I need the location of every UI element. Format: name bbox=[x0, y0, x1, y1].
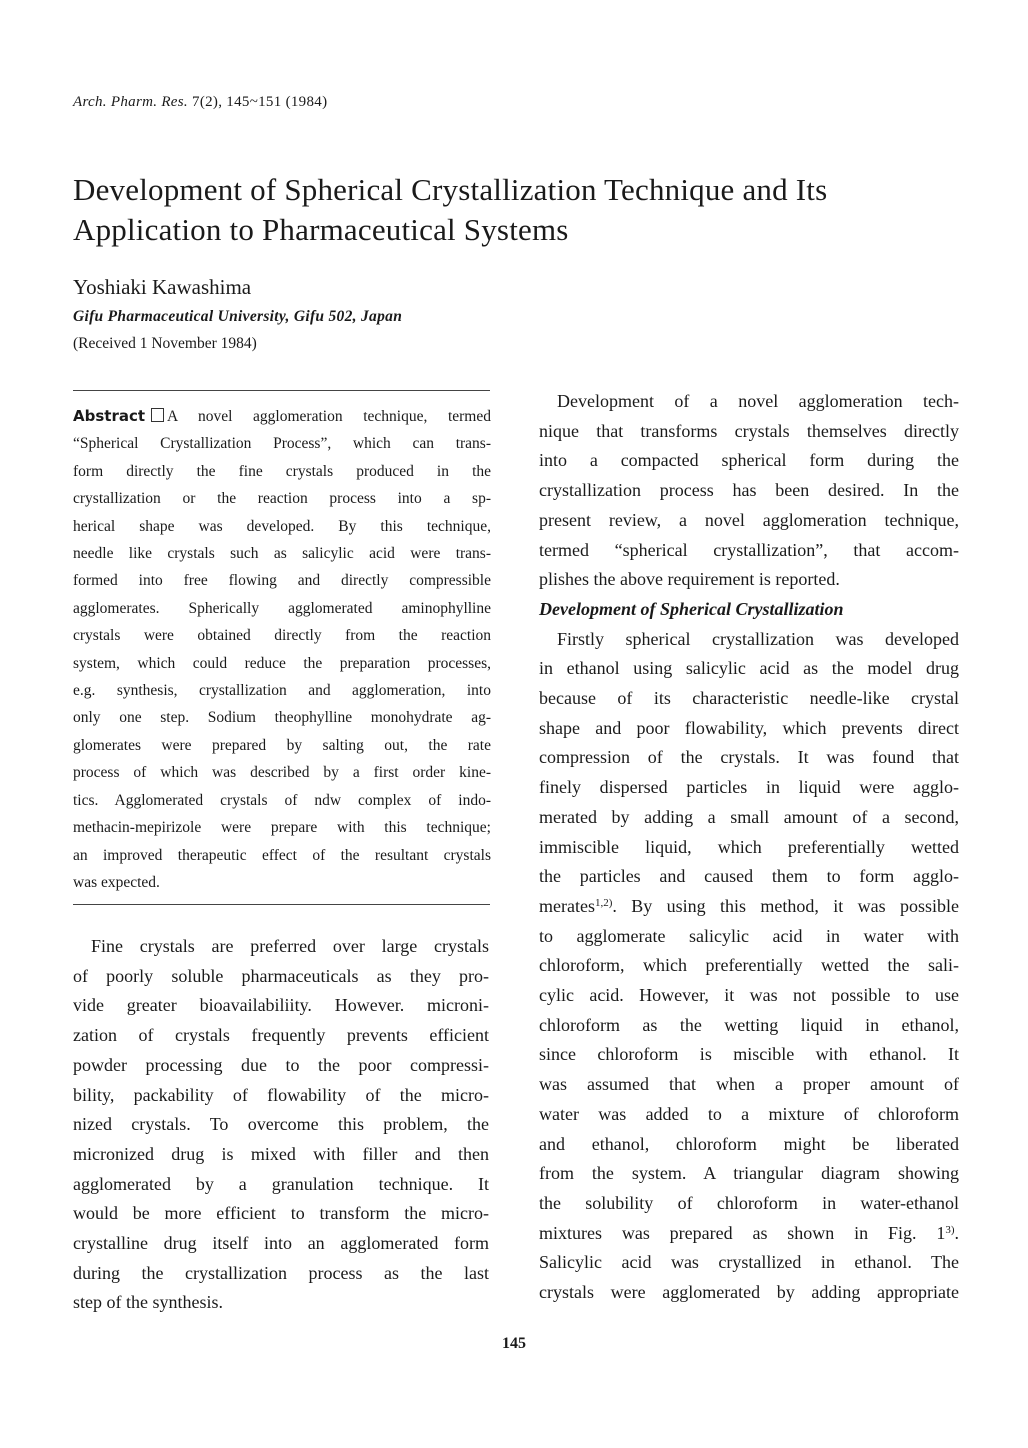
received-date: (Received 1 November 1984) bbox=[73, 335, 257, 352]
fig-post: . bbox=[954, 1222, 959, 1243]
text-line: Development of a novel agglomeration tech- bbox=[557, 391, 959, 411]
text-line: tics. Agglomerated crystals of ndw complex of indo- bbox=[73, 791, 491, 809]
fig-pre: mixtures was prepared as shown in Fig. 1 bbox=[539, 1222, 946, 1243]
text-line: e.g. synthesis, crystallization and agglomeration, into bbox=[73, 682, 491, 700]
text-line: shape and poor flowability, which prevents direct bbox=[539, 717, 959, 738]
text-line: bility, packability of flowability of the micro- bbox=[73, 1084, 489, 1105]
text-line: the solubility of chloroform in water-ethanol bbox=[539, 1192, 959, 1213]
text-line: Fine crystals are preferred over large crystals bbox=[91, 936, 489, 956]
right-column bbox=[539, 387, 959, 1308]
text-line: glomerates were prepared by salting out, the rate bbox=[73, 736, 491, 754]
text-line: in ethanol using salicylic acid as the model drug bbox=[539, 658, 959, 679]
volume-pages: 7(2), 145~151 (1984) bbox=[192, 94, 328, 110]
reference-line bbox=[539, 892, 959, 922]
abstract-block bbox=[73, 403, 491, 896]
text-line: Salicylic acid was crystallized in ethanol. The bbox=[539, 1252, 959, 1273]
text-line: zation of crystals frequently prevents efficient bbox=[73, 1025, 489, 1046]
text-line: would be more efficient to transform the micro- bbox=[73, 1203, 489, 1224]
author-name: Yoshiaki Kawashima bbox=[73, 275, 252, 299]
figure-reference-line bbox=[539, 1219, 959, 1249]
text-line: an improved therapeutic effect of the resultant crystals bbox=[73, 846, 491, 864]
text-line: from the system. A triangular diagram showing bbox=[539, 1163, 959, 1184]
intro-paragraph bbox=[539, 387, 959, 595]
abstract-first-line bbox=[73, 403, 491, 430]
text-line: crystals were obtained directly from the reaction bbox=[73, 627, 491, 645]
text-line: step of the synthesis. bbox=[73, 1292, 223, 1313]
left-column bbox=[73, 932, 489, 1318]
citation-superscript: 1,2) bbox=[594, 896, 613, 909]
ref-post: . By using this method, it was possible bbox=[612, 895, 959, 916]
left-column-lines bbox=[73, 932, 489, 1318]
abstract-lines bbox=[73, 430, 491, 896]
abstract-label: Abstract bbox=[73, 407, 146, 425]
text-line: crystalline drug itself into an agglomerated form bbox=[73, 1233, 489, 1254]
abstract-text: A novel agglomeration technique, termed bbox=[167, 408, 491, 425]
box-icon bbox=[151, 408, 164, 422]
text-line: vide greater bioavailabiliity. However. microni- bbox=[73, 995, 489, 1016]
text-line: present review, a novel agglomeration technique, bbox=[539, 509, 959, 530]
text-line: crystallization process has been desired. In the bbox=[539, 480, 959, 501]
text-line: the particles and caused them to form agglo- bbox=[539, 866, 959, 887]
text-line: Firstly spherical crystallization was developed bbox=[557, 628, 959, 649]
text-line: nique that transforms crystals themselves directly bbox=[539, 420, 959, 441]
text-line: crystallization or the reaction process into a sp- bbox=[73, 490, 491, 508]
text-line: “Spherical Crystallization Process”, which can trans- bbox=[73, 435, 491, 453]
text-line: merated by adding a small amount of a second, bbox=[539, 806, 959, 827]
text-line: since chloroform is miscible with ethanol. It bbox=[539, 1044, 959, 1065]
title-line: Development of Spherical Crystallization Technique and Its bbox=[73, 172, 828, 207]
text-line: formed into free flowing and directly compressible bbox=[73, 572, 491, 590]
text-line: needle like crystals such as salicylic acid were trans- bbox=[73, 545, 491, 563]
text-line: compression of the crystals. It was found that bbox=[539, 747, 959, 768]
text-line: to agglomerate salicylic acid in water with bbox=[539, 925, 959, 946]
article-title bbox=[73, 170, 973, 250]
section-heading: Development of Spherical Crystallization bbox=[539, 598, 844, 619]
text-line: agglomerates. Spherically agglomerated aminophylline bbox=[73, 599, 491, 617]
ref-pre: merates bbox=[539, 895, 595, 916]
text-line: was expected. bbox=[73, 873, 160, 891]
citation-superscript: 3) bbox=[945, 1223, 955, 1236]
text-line: chloroform, which preferentially wetted the sali- bbox=[539, 955, 959, 976]
text-line: was assumed that when a proper amount of bbox=[539, 1074, 959, 1095]
text-line: immiscible liquid, which preferentially wetted bbox=[539, 836, 959, 857]
text-line: nized crystals. To overcome this problem, the bbox=[73, 1114, 489, 1135]
text-line: plishes the above requirement is reported. bbox=[539, 569, 840, 590]
text-line: crystals were agglomerated by adding appropriate bbox=[539, 1282, 959, 1303]
title-line: Application to Pharmaceutical Systems bbox=[73, 212, 569, 247]
text-line: only one step. Sodium theophylline monohydrate ag- bbox=[73, 709, 491, 727]
text-line: termed “spherical crystallization”, that accom- bbox=[539, 539, 959, 560]
text-line: into a compacted spherical form during the bbox=[539, 450, 959, 471]
text-line: micronized drug is mixed with filler and then bbox=[73, 1143, 489, 1164]
journal-citation bbox=[73, 94, 327, 111]
text-line: water was added to a mixture of chloroform bbox=[539, 1103, 959, 1124]
author-affiliation: Gifu Pharmaceutical University, Gifu 502, Japan bbox=[73, 308, 403, 325]
abstract-bottom-rule bbox=[73, 904, 490, 905]
body-paragraph-continued bbox=[539, 922, 959, 1219]
text-line: methacin-mepirizole were prepare with this technique; bbox=[73, 819, 491, 837]
text-line: herical shape was developed. By this technique, bbox=[73, 517, 491, 535]
text-line: process of which was described by a first order kine- bbox=[73, 764, 491, 782]
text-line: system, which could reduce the preparation processes, bbox=[73, 654, 491, 672]
text-line: agglomerated by a granulation technique. It bbox=[73, 1173, 489, 1194]
text-line: chloroform as the wetting liquid in ethanol, bbox=[539, 1014, 959, 1035]
text-line: form directly the fine crystals produced in the bbox=[73, 462, 491, 480]
text-line: powder processing due to the poor compressi- bbox=[73, 1054, 489, 1075]
body-paragraph bbox=[539, 625, 959, 892]
abstract-top-rule bbox=[73, 390, 490, 391]
journal-name: Arch. Pharm. Res. bbox=[73, 94, 188, 110]
text-line: during the crystallization process as the last bbox=[73, 1262, 489, 1283]
text-line: and ethanol, chloroform might be liberated bbox=[539, 1133, 959, 1154]
text-line: cylic acid. However, it was not possible to use bbox=[539, 985, 959, 1006]
text-line: finely dispersed particles in liquid were agglo- bbox=[539, 777, 959, 798]
text-line: of poorly soluble pharmaceuticals as they pro- bbox=[73, 965, 489, 986]
page-number: 145 bbox=[502, 1335, 526, 1352]
text-line: because of its characteristic needle-like crystal bbox=[539, 688, 959, 709]
body-paragraph-tail bbox=[539, 1248, 959, 1307]
